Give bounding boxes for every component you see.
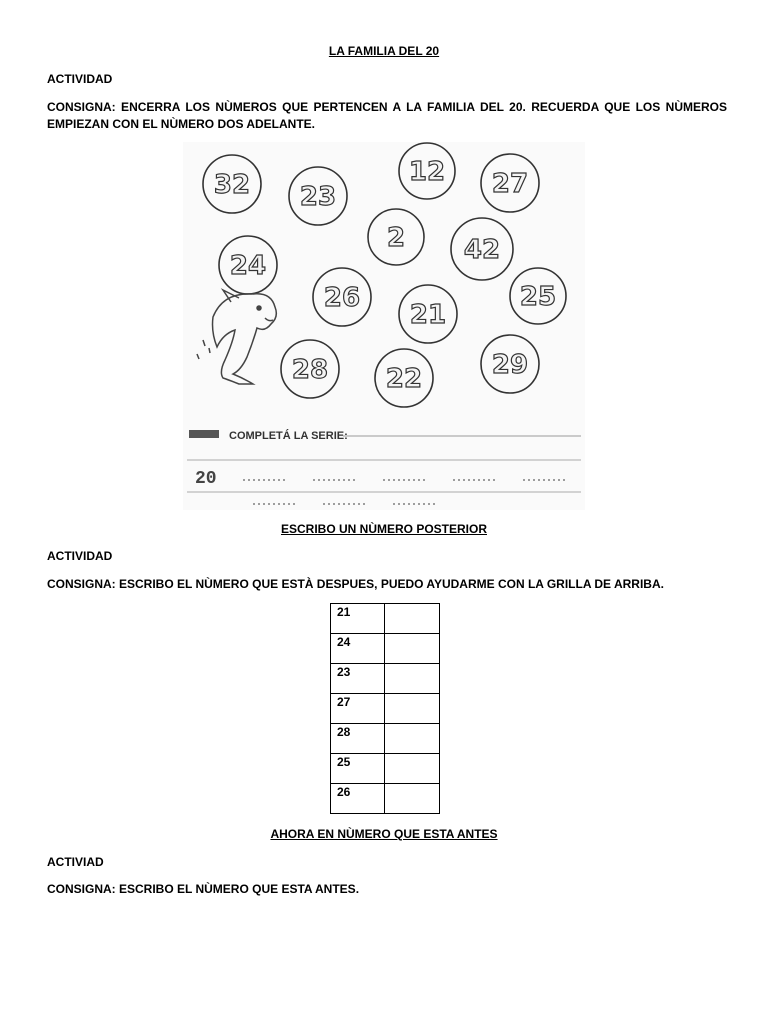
answer-cell[interactable] [385, 694, 440, 724]
series-start: 20 [195, 469, 217, 489]
bubble-number: 12 [408, 157, 446, 187]
bubble-number: 28 [291, 355, 329, 385]
bubble-number: 25 [519, 282, 557, 312]
worksheet-image [183, 142, 585, 510]
series-heading: COMPLETÁ LA SERIE: [229, 430, 348, 442]
title-numero-antes: AHORA EN NÙMERO QUE ESTA ANTES [270, 827, 498, 841]
answer-cell[interactable] [385, 604, 440, 634]
title-familia-del-20: LA FAMILIA DEL 20 [328, 44, 440, 58]
bubble-number: 2 [386, 223, 406, 253]
table-row [331, 724, 440, 754]
bubble-number: 22 [385, 364, 423, 394]
activity-label-2: ACTIVIDAD [47, 549, 113, 563]
bubble-number: 29 [491, 350, 529, 380]
table-row [331, 634, 440, 664]
bubble-number: 27 [491, 169, 529, 199]
bubble-number: 24 [229, 251, 267, 281]
table-row [331, 604, 440, 634]
table-row [331, 664, 440, 694]
number-cell: 26 [331, 784, 385, 814]
table-row [331, 754, 440, 784]
bubble-number: 32 [213, 170, 251, 200]
activity-label-1: ACTIVIDAD [47, 72, 113, 86]
instruction-2: CONSIGNA: ESCRIBO EL NÙMERO QUE ESTÀ DESPUES, PUEDO AYUDARME CON LA GRILLA DE ARRIBA. [47, 577, 664, 591]
table-row [331, 694, 440, 724]
number-cell: 28 [331, 724, 385, 754]
answer-cell[interactable] [385, 784, 440, 814]
answer-cell[interactable] [385, 634, 440, 664]
table-row [331, 784, 440, 814]
dolphin-illustration [197, 290, 276, 384]
bubble-number: 26 [323, 283, 361, 313]
successor-table [330, 603, 440, 814]
number-cell: 27 [331, 694, 385, 724]
bubble-number: 21 [409, 300, 447, 330]
bubble-number: 23 [299, 182, 337, 212]
answer-cell[interactable] [385, 724, 440, 754]
bubble-number: 42 [463, 235, 501, 265]
instruction-1: CONSIGNA: ENCERRA LOS NÙMEROS QUE PERTENCEN A LA FAMILIA DEL 20. RECUERDA QUE LOS NÙMEROS EMPIEZAN CON EL NÙMERO DOS ADELANTE. [47, 100, 727, 131]
number-cell: 23 [331, 664, 385, 694]
activity-label-3: ACTIVIAD [47, 855, 104, 869]
number-cell: 25 [331, 754, 385, 784]
answer-cell[interactable] [385, 664, 440, 694]
instruction-3: CONSIGNA: ESCRIBO EL NÙMERO QUE ESTA ANTES. [47, 882, 360, 896]
series-section [187, 429, 581, 504]
number-cell: 21 [331, 604, 385, 634]
title-numero-posterior: ESCRIBO UN NÙMERO POSTERIOR [280, 522, 487, 536]
number-cell: 24 [331, 634, 385, 664]
answer-cell[interactable] [385, 754, 440, 784]
number-bubbles [203, 143, 566, 407]
